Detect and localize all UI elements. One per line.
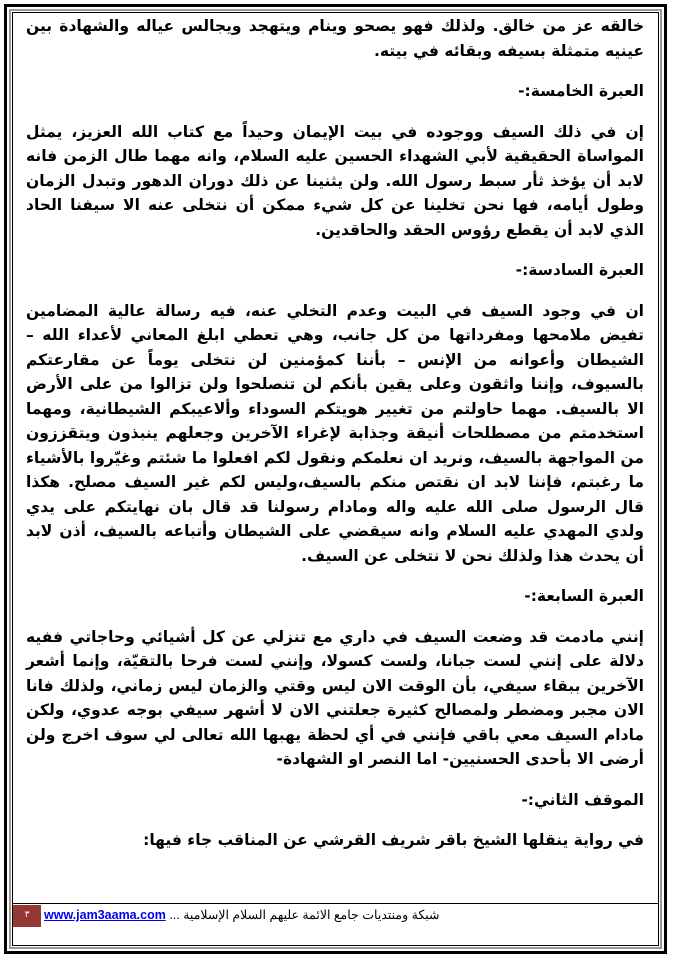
footer-site-name: شبكة ومنتديات جامع الائمة عليهم السلام الإسلامية bbox=[183, 908, 440, 922]
heading-lesson-six: العبرة السادسة:- bbox=[515, 261, 644, 279]
page-number-badge: ٣ bbox=[13, 905, 41, 927]
footer-divider bbox=[13, 903, 658, 904]
heading-second-position: الموقف الثاني:- bbox=[521, 790, 644, 809]
paragraph-intro: خالقه عز من خالق. ولذلك فهو يصحو وينام ويتهجد ويجالس عياله والشهادة بين عينيه متمثلة بسيفه وبقائه في بيته. bbox=[26, 17, 644, 60]
heading-lesson-five: العبرة الخامسة:- bbox=[518, 82, 644, 100]
website-link[interactable]: www.jam3aama.com bbox=[44, 908, 166, 922]
paragraph-lesson-five: إن في ذلك السيف ووجوده في بيت الإيمان وحيداً مع كتاب الله العزيز، يمثل المواساة الحقيقية لأبي الشهداء الحسين عليه السلام، وانه مهما طال الزمن فانه لابد أن يؤخذ ثأر سبط رسول الله. ولن يثنينا عن ذلك دوران الدهور وتبدل الزمان وطول أيامه، فها نحن تخلينا عن كل شيء ممكن أن نتخلى عنه الا سيفنا الحاد الذي لابد أن يقطع رؤوس الحقد والحاقدين. bbox=[26, 122, 644, 239]
footer-separator: ... bbox=[169, 908, 180, 922]
paragraph-lesson-seven: إنني مادمت قد وضعت السيف في داري مع تنزلي عن كل أشيائي وحاجاتي ففيه دلالة على إنني لست جبانا، ولست كسولا، وإنني لست فرحا بالتقيّة، وإنما أشعر الآخرين ببقاء سيفي، بأن الوقت الان ليس وقتي والزمان ليس زماني، ولذلك فانا الان مجبر ومضطر ولمصالح كثيرة جعلتني الان لا أشهر سيفي بوجه عدوي، ولكن مادام السيف معي باقي فإنني في أي لحظة يهبها الله تعالى لي سوف اخرج ولن أرضى الا بأحدى الحسنيين- اما النصر او الشهادة- bbox=[26, 627, 644, 768]
document-body bbox=[26, 14, 644, 853]
paragraph-lesson-six: ان في وجود السيف في البيت وعدم التخلي عنه، فيه رسالة عالية المضامين تفيض ملامحها ومفرداتها من كل جانب، وهي تعطي ابلغ المعاني لأعداء الله – الشيطان وأعوانه من الإنس – بأننا كمؤمنين لن نتخلى يوماً عن مقارعتكم بالسيوف، وإننا واثقون وعلى يقين بأنكم لن تنصلحوا ولن تزالوا من على الأرض الا بالسيف. مهما حاولتم من تغيير هويتكم السوداء وألاعيبكم الشيطانية، ومهما استخدمتم من مصطلحات أنيقة وجذابة لإغراء الآخرين وجعلهم ينبذون ويتقززون من المواجهة بالسيف، ونريد ان نعلمكم ونقول لكم افعلوا ما شئتم وغيّروا بالأشياء ما رغبتم، فإننا لابد ان نقتص منكم بالسيف،وليس لكم غير السيف مصلح. هكذا قال الرسول صلى الله عليه واله ومادام رسولنا قد قال بان نهايتكم على يدي ولدي المهدي عليه السلام وانه سيقضي على الشيطان وأتباعه بالسيف، أذن لابد أن يحدث هذا ولذلك نحن لا نتخلى عن السيف. bbox=[26, 301, 644, 565]
footer bbox=[44, 906, 439, 924]
paragraph-narration: في رواية ينقلها الشيخ باقر شريف القرشي عن المناقب جاء فيها: bbox=[143, 831, 644, 849]
heading-lesson-seven: العبرة السابعة:- bbox=[524, 587, 644, 605]
